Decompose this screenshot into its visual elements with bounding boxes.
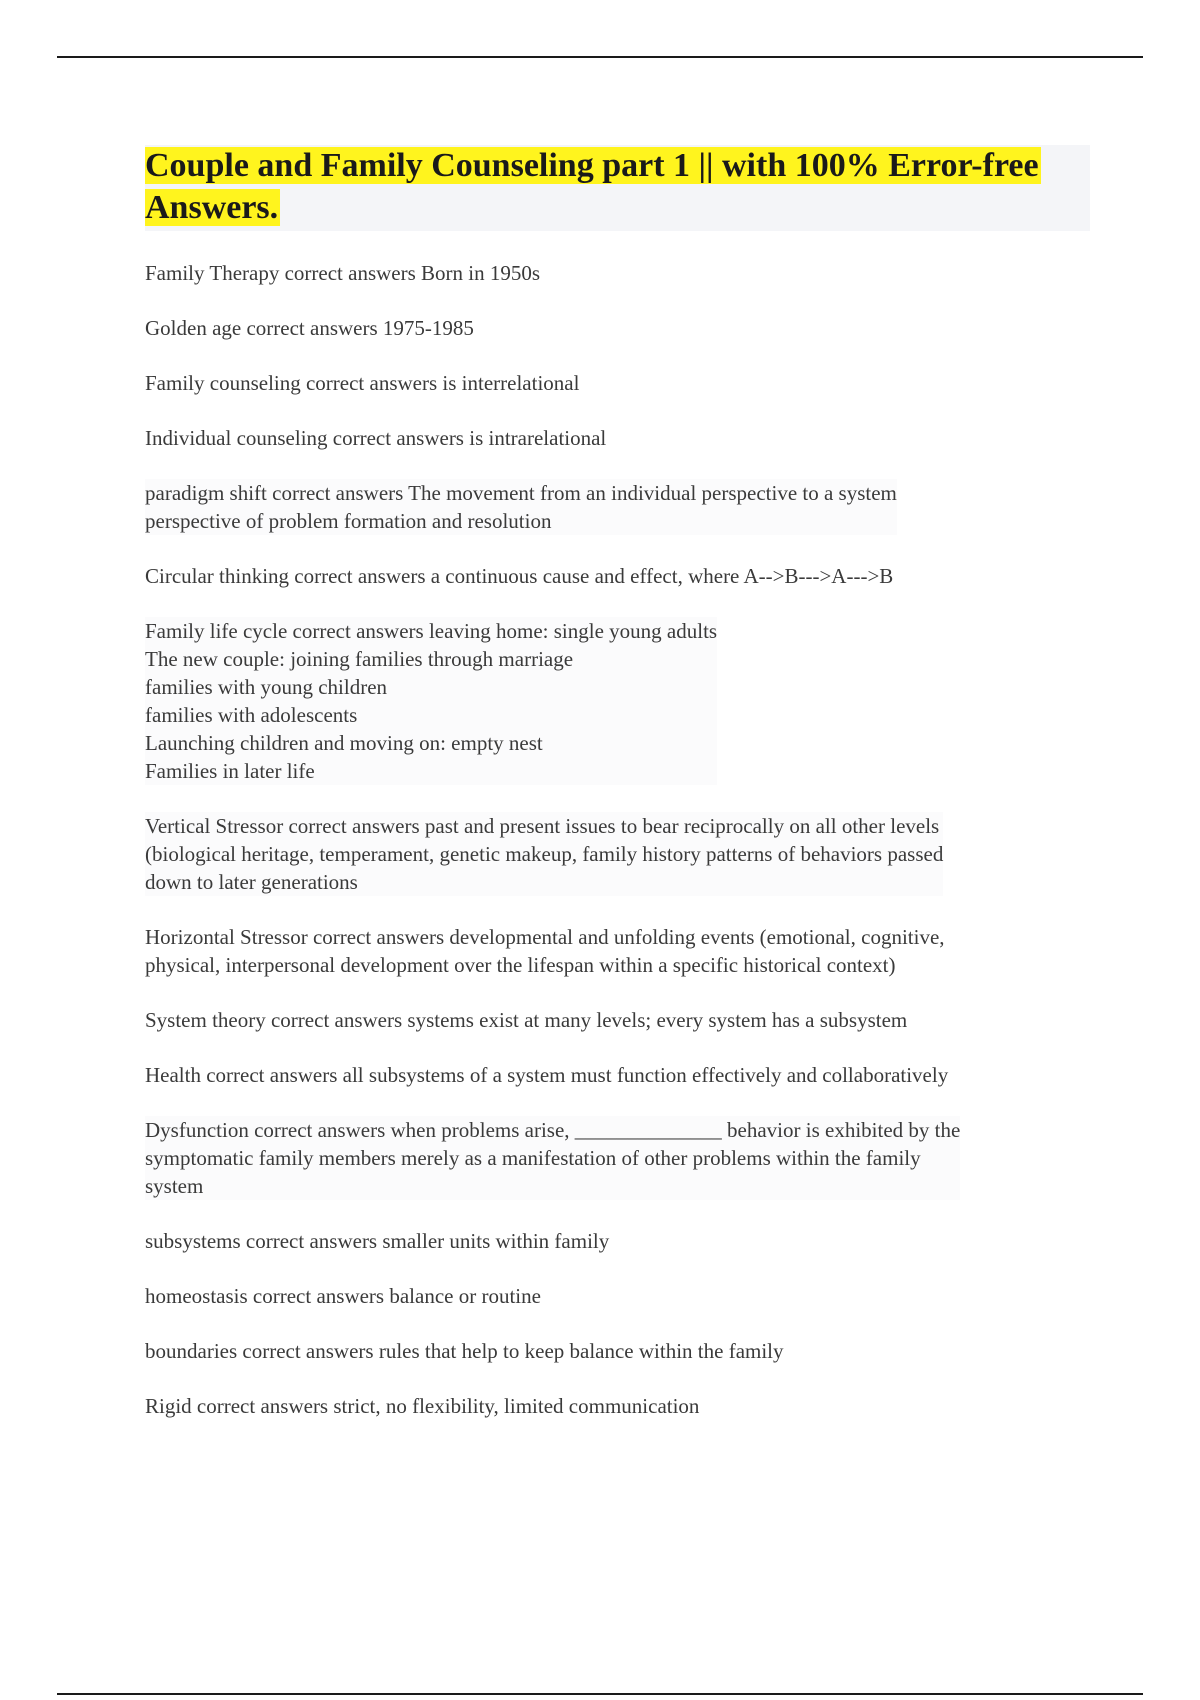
title-block — [145, 145, 1090, 231]
qa-entry: Golden age correct answers 1975-1985 — [145, 316, 474, 340]
qa-entry: Circular thinking correct answers a continuous cause and effect, where A-->B--->A--->B — [145, 564, 894, 588]
qa-entry: Individual counseling correct answers is intrarelational — [145, 426, 607, 450]
qa-entry: Rigid correct answers strict, no flexibility, limited communication — [145, 1394, 700, 1418]
qa-entry: Family counseling correct answers is interrelational — [145, 371, 580, 395]
qa-entry: Family life cycle correct answers leaving home: single young adults The new couple: joining families through marriage families with young children families with adolescents Launching children and moving on: empty nest Families in later life — [145, 619, 718, 783]
document-title — [145, 145, 1090, 229]
qa-list — [145, 259, 1090, 1420]
qa-entry: Family Therapy correct answers Born in 1950s — [145, 261, 541, 285]
qa-entry: Horizontal Stressor correct answers developmental and unfolding events (emotional, cognitive, physical, interpersonal development over the lifespan within a specific historical context) — [145, 925, 945, 977]
qa-entry: paradigm shift correct answers The movement from an individual perspective to a system perspective of problem formation and resolution — [145, 481, 897, 533]
top-rule — [57, 56, 1143, 58]
qa-entry: System theory correct answers systems exist at many levels; every system has a subsystem — [145, 1008, 908, 1032]
qa-entry: Vertical Stressor correct answers past and present issues to bear reciprocally on all other levels (biological heritage, temperament, genetic makeup, family history patterns of behaviors passed down to later generations — [145, 814, 944, 894]
qa-entry: subsystems correct answers smaller units within family — [145, 1229, 610, 1253]
qa-entry: boundaries correct answers rules that help to keep balance within the family — [145, 1339, 784, 1363]
document-page — [145, 145, 1090, 1447]
title-highlight: Couple and Family Counseling part 1 || with 100% Error-free Answers. — [145, 147, 1039, 226]
qa-entry: Dysfunction correct answers when problems arise, ______________ behavior is exhibited by the symptomatic family members merely as a manifestation of other problems within the family system — [145, 1118, 961, 1198]
bottom-rule — [57, 1693, 1143, 1695]
qa-entry: Health correct answers all subsystems of a system must function effectively and collaboratively — [145, 1063, 949, 1087]
qa-entry: homeostasis correct answers balance or routine — [145, 1284, 541, 1308]
